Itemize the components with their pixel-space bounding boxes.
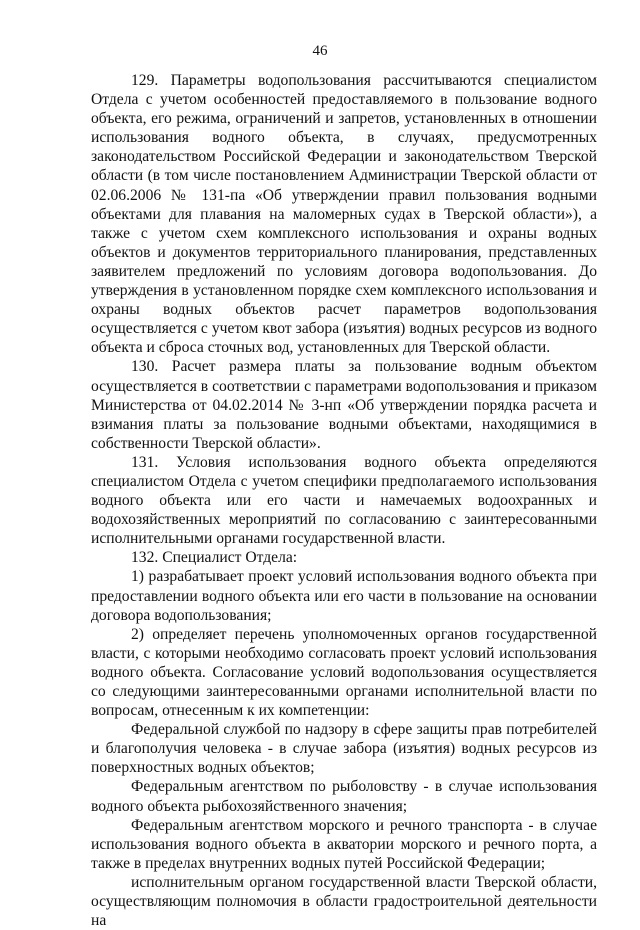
document-body: [91, 71, 597, 930]
paragraph-rosrybolovstvo: Федеральным агентством по рыболовству - в случае использования водного объекта рыбохозяйственного значения;: [91, 778, 597, 815]
paragraph-132-item-2: 2) определяет перечень уполномоченных органов государственной власти, с которыми необходимо согласовать проект условий использования водного объекта. Согласование условий водопользования осуществляется со следующими заинтересованными органами исполнительной власти по вопросам, отнесенным к их компетенции:: [91, 625, 597, 720]
paragraph-129: 129. Параметры водопользования рассчитываются специалистом Отдела с учетом особенностей предоставляемого в пользование водного объекта, его режима, ограничений и запретов, установленных в отношении использования водного объекта, в случаях, предусмотренных законодательством Российской Федерации и законодательством Тверской области (в том числе постановлением Администрации Тверской области от 02.06.2006 № 131-па «Об утверждении правил пользования водными объектами для плавания на маломерных судах в Тверской области»), а также с учетом схем комплексного использования и охраны водных объектов и документов территориального планирования, представленных заявителем предложений по условиям договора водопользования. До утверждения в установленном порядке схем комплексного использования и охраны водных объектов расчет параметров водопользования осуществляется с учетом квот забора (изъятия) водных ресурсов из водного объекта и сброса сточных вод, установленных для Тверской области.: [91, 72, 597, 357]
paragraph-131: 131. Условия использования водного объекта определяются специалистом Отдела с учетом специфики предполагаемого использования водного объекта или его части и намечаемых водоохранных и водохозяйственных мероприятий по согласованию с заинтересованными исполнительными органами государственной власти.: [91, 453, 597, 548]
paragraph-tver-executive: исполнительным органом государственной власти Тверской области, осуществляющим полномочия в области градостроительной деятельности на: [91, 873, 597, 930]
paragraph-132: 132. Специалист Отдела:: [131, 549, 298, 567]
paragraph-rospotrebnadzor: Федеральной службой по надзору в сфере защиты прав потребителей и благополучия человека - в случае забора (изъятия) водных ресурсов из поверхностных водных объектов;: [91, 721, 597, 777]
paragraph-132-item-1: 1) разрабатывает проект условий использования водного объекта при предоставлении водного объекта или его части в пользование на основании договора водопользования;: [91, 568, 597, 624]
page-number: 46: [312, 43, 328, 59]
paragraph-130: 130. Расчет размера платы за пользование водным объектом осуществляется в соответствии с параметрами водопользования и приказом Министерства от 04.02.2014 № 3-нп «Об утверждении порядка расчета и взимания платы за пользование водными объектами, находящимися в собственности Тверской области».: [91, 358, 597, 452]
paragraph-transport-agency: Федеральным агентством морского и речного транспорта - в случае использования водного объекта в акватории морского и речного порта, а также в пределах внутренних водных путей Российской Федерации;: [91, 816, 597, 872]
